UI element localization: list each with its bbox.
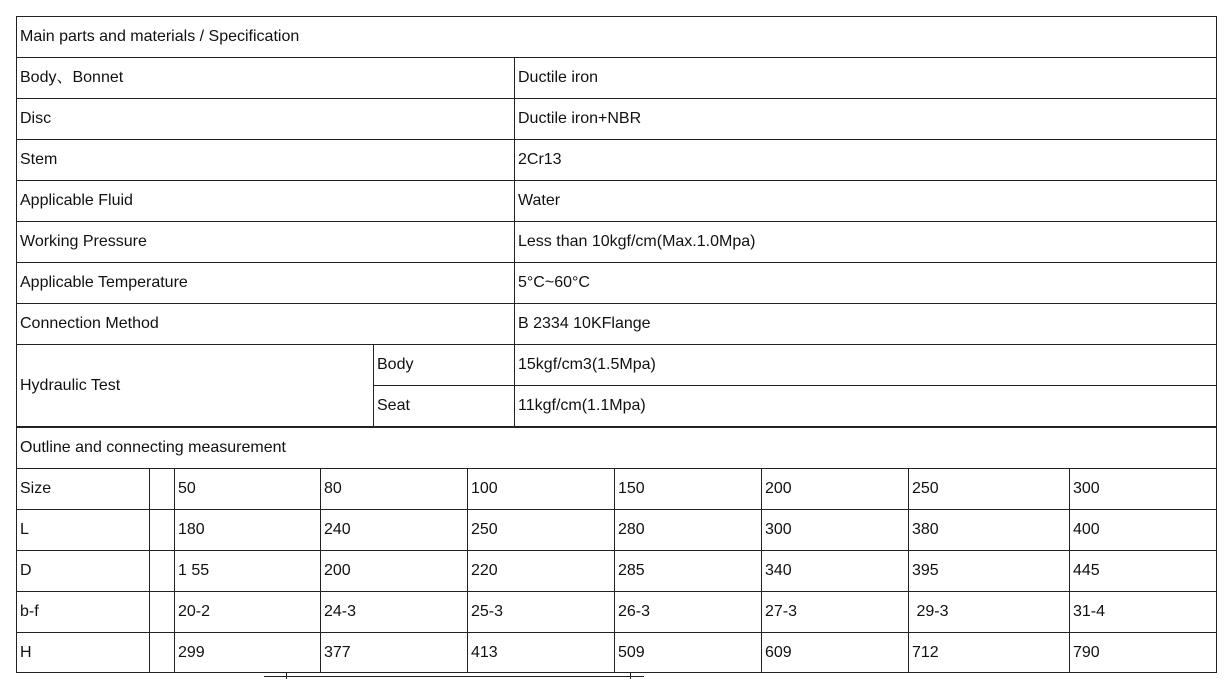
outline-row-label: D [20,562,32,579]
spec-row-value: Less than 10kgf/cm(Max.1.0Mpa) [518,233,756,250]
spec-row-label: Stem [20,151,58,168]
spec-row-label: Applicable Fluid [20,192,133,209]
outline-cell: 180 [178,521,205,538]
spec-row-label: Connection Method [20,315,159,332]
hydraulic-test-label: Hydraulic Test [20,376,121,394]
hydraulic-seat-label: Seat [377,397,410,414]
outline-cell: 250 [471,521,498,538]
outline-cell: 220 [471,562,498,579]
hydraulic-body-value: 15kgf/cm3(1.5Mpa) [518,356,656,373]
outline-cell: 413 [471,643,498,661]
outline-title: Outline and connecting measurement [20,439,286,456]
outline-cell: 300 [765,521,792,538]
outline-cell: 609 [765,643,792,661]
spec-row-label: Applicable Temperature [20,274,188,291]
outline-cell: 285 [618,562,645,579]
outline-cell: 299 [178,643,205,661]
spec-row-value: 5°C~60°C [518,274,590,291]
outline-cell: 27-3 [765,603,798,620]
outline-row-label: b-f [20,603,39,620]
hydraulic-seat-value: 11kgf/cm(1.1Mpa) [518,397,646,414]
outline-cell: 25-3 [471,603,504,620]
outline-row-label: Size [20,480,52,497]
spec-row-value: 2Cr13 [518,151,562,168]
spec-row-value: Water [518,192,561,209]
outline-cell: 29-3 [912,603,949,620]
outline-cell: 200 [765,480,792,497]
outline-cell: 26-3 [618,603,651,620]
outline-cell: 300 [1073,480,1100,497]
outline-cell: 790 [1073,643,1100,661]
spec-row-label: Working Pressure [20,233,147,250]
outline-cell: 340 [765,562,792,579]
outline-cell: 20-2 [178,603,211,620]
spec-row-label: Body、Bonnet [20,69,124,86]
spec-row-value: Ductile iron [518,69,599,86]
outline-cell: 280 [618,521,645,538]
outline-cell: 380 [912,521,939,538]
spec-row-label: Disc [20,110,52,127]
outline-cell: 200 [324,562,351,579]
drawing-fragment-tick [630,673,631,679]
spec-title: Main parts and materials / Specification [20,28,300,45]
outline-cell: 509 [618,643,645,661]
outline-cell: 31-4 [1073,603,1106,620]
outline-cell: 377 [324,643,351,661]
grid-line [149,468,150,673]
grid-line [16,672,1217,673]
outline-cell: 80 [324,480,342,497]
outline-cell: 712 [912,643,939,661]
outline-cell: 445 [1073,562,1100,579]
outline-cell: 50 [178,480,196,497]
outline-cell: 400 [1073,521,1100,538]
hydraulic-body-label: Body [377,356,414,373]
drawing-fragment-tick [286,673,287,679]
outline-cell: 1 55 [178,562,210,579]
outline-cell: 100 [471,480,498,497]
outline-cell: 250 [912,480,939,497]
outline-row-label: L [20,521,29,538]
outline-cell: 24-3 [324,603,357,620]
outline-cell: 240 [324,521,351,538]
outline-cell: 150 [618,480,645,497]
spec-row-value: B 2334 10KFlange [518,315,651,332]
outline-row-label: H [20,643,32,661]
spec-row-value: Ductile iron+NBR [518,110,642,127]
drawing-fragment-line [264,676,644,677]
outline-cell: 395 [912,562,939,579]
